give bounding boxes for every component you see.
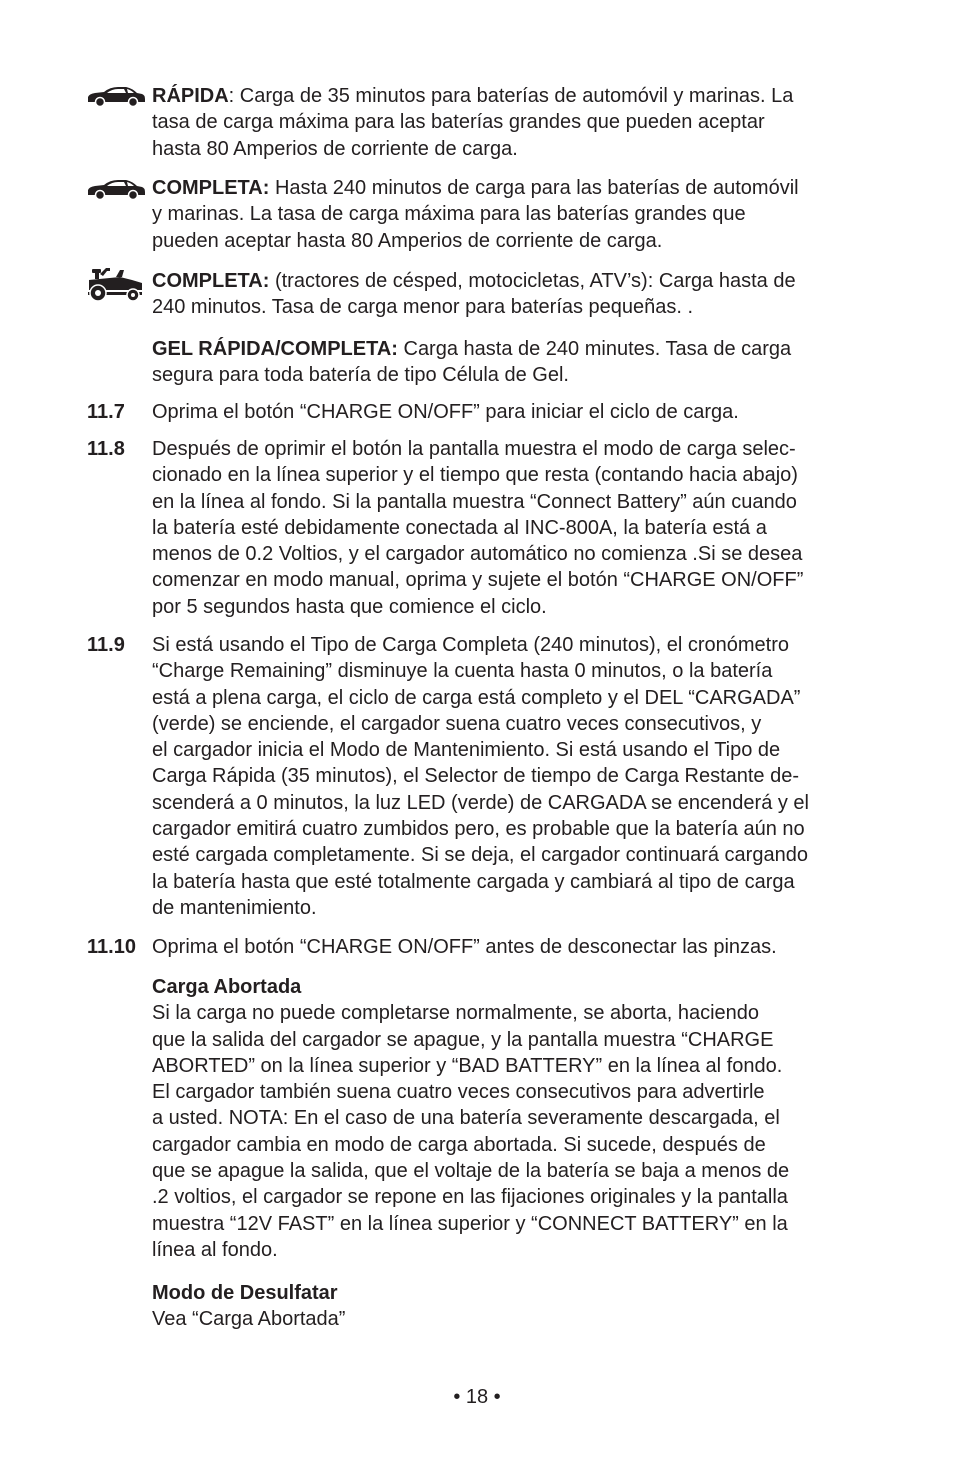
step-text: Si está usando el Tipo de Carga Completa (240 minutos), el cronómetro “Charge Remaining” disminuye la cuenta hasta 0 minutos, o la batería está a plena carga, el ciclo de carga está completo y el DEL “CARGADA” (verde) se enciende, el cargador suena cuatro veces consecutivos, y el cargador inicia el Modo de Mantenimiento. Si está usando el Tipo de Carga Rápida (35 minutos), el Selector de tiempo de Carga Restante de- scenderá a 0 minutos, la luz LED (verde) de CARGADA se encenderá y el cargador emitirá cuatro zumbidos pero, es probable que la batería aún no esté cargada completamente. Si se deja, el cargador continuará cargando la batería hasta que esté totalmente cargada y cambiará al tipo de carga de mantenimiento.	[152, 634, 809, 919]
mode-label: COMPLETA:	[152, 270, 270, 292]
section-heading: Carga Abortada	[152, 976, 302, 998]
desulfate-mode-section: Modo de Desulfatar Vea “Carga Abortada”	[152, 1282, 346, 1331]
step-text: Después de oprimir el botón la pantalla muestra el modo de carga selec- cionado en la línea superior y el tiempo que resta (contando hacia abajo) en la línea al fondo. Si la pantalla muestra “Connect Battery” aún cuando la batería esté debidamente conectada al INC-800A, la batería está a menos de 0.2 Voltios, y el cargador automático no comienza .Si se desea comenzar en modo manual, oprima y sujete el botón “CHARGE ON/OFF” por 5 segundos hasta que comience el ciclo.	[152, 438, 804, 618]
step-number: 11.8	[87, 438, 125, 460]
full-small-mode-description: COMPLETA: (tractores de césped, motocicletas, ATV’s): Carga hasta de 240 minutos. Tasa de carga menor para baterías pequeñas. .	[152, 270, 796, 319]
mode-label: GEL RÁPIDA/COMPLETA:	[152, 338, 398, 360]
gel-mode-description: GEL RÁPIDA/COMPLETA: Carga hasta de 240 minutes. Tasa de carga segura para toda batería de tipo Célula de Gel.	[152, 338, 792, 387]
full-mode-description: COMPLETA: Hasta 240 minutos de carga para las baterías de automóvil y marinas. La tasa de carga máxima para las baterías grandes que pueden aceptar hasta 80 Amperios de corriente de carga.	[152, 177, 799, 252]
step-number: 11.9	[87, 634, 125, 656]
step-number: 11.7	[87, 401, 125, 423]
page-number: • 18 •	[453, 1386, 501, 1408]
step-text: Oprima el botón “CHARGE ON/OFF” antes de desconectar las pinzas.	[152, 936, 777, 958]
mode-label: RÁPIDA	[152, 85, 229, 107]
car-icon	[86, 177, 146, 201]
aborted-charge-section: Carga Abortada Si la carga no puede completarse normalmente, se aborta, haciendo que la salida del cargador se apague, y la pantalla muestra “CHARGE ABORTED” on la línea superior y “BAD BATTERY” en la línea al fondo. El cargador también suena cuatro veces consecutivos para advertirle a usted. NOTA: En el caso de una batería severamente descargada, el cargador cambia en modo de carga abortada. Si sucede, después de que se apague la salida, que el voltaje de la batería se baja a menos de .2 voltios, el cargador se repone en las fijaciones originales y la pantalla muestra “12V FAST” en la línea superior y “CONNECT BATTERY” en la línea al fondo.	[152, 976, 790, 1261]
car-icon	[86, 84, 146, 108]
section-heading: Modo de Desulfatar	[152, 1282, 338, 1304]
lawn-tractor-icon	[86, 266, 144, 302]
mode-label: COMPLETA:	[152, 177, 270, 199]
fast-mode-description: RÁPIDA: Carga de 35 minutos para baterías de automóvil y marinas. La tasa de carga máxima para las baterías grandes que pueden aceptar hasta 80 Amperios de corriente de carga.	[152, 85, 794, 160]
step-number: 11.10	[87, 936, 136, 958]
step-text: Oprima el botón “CHARGE ON/OFF” para iniciar el ciclo de carga.	[152, 401, 739, 423]
